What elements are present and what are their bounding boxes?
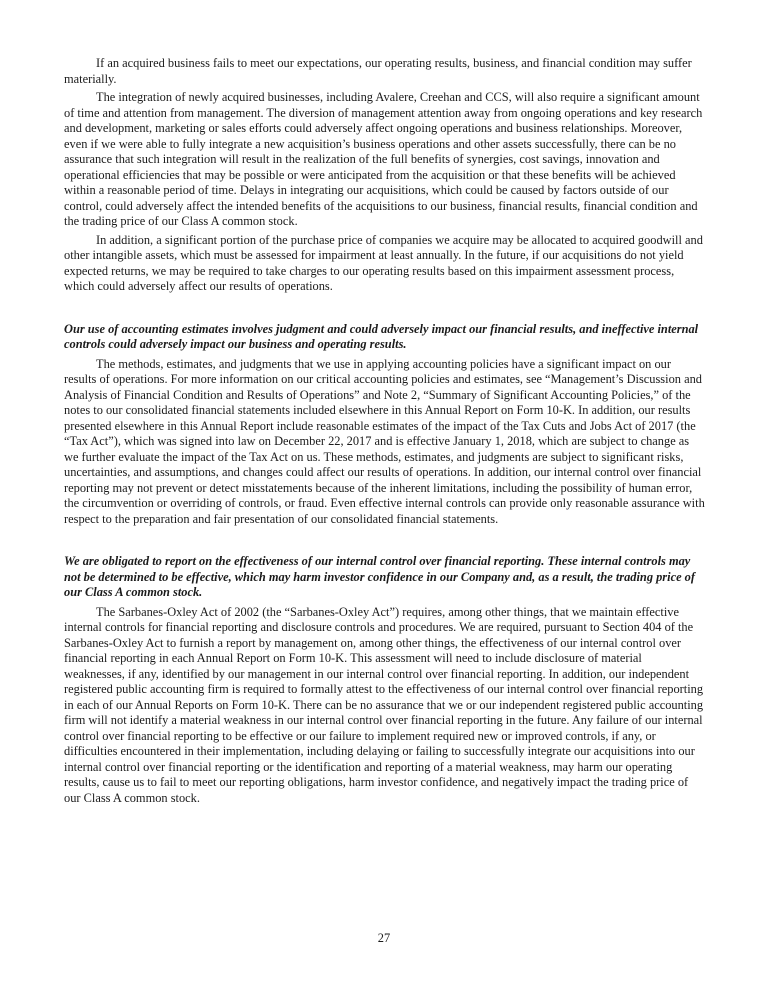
paragraph-methods-estimates-judgments: The methods, estimates, and judgments that we use in applying accounting policies have a significant impact on our results of operations. For more information on our critical accounting policies and estimates, see “Management’s Discussion and Analysis of Financial Condition and Results of Operations” and Note 2, “Summary of Significant Accounting Policies,” of the notes to our consolidated financial statements included elsewhere in this Annual Report on Form 10-K. In addition, our results presented elsewhere in this Annual Report include reasonable estimates of the impact of the Tax Cuts and Jobs Act of 2017 (the “Tax Act”), which was signed into law on December 22, 2017 and is effective January 1, 2018, which are subject to change as we further evaluate the impact of the Tax Act on us. These methods, estimates, and judgments are subject to significant risks, uncertainties, and assumptions, and changes could affect our results of operations. In addition, our internal control over financial reporting may not prevent or detect misstatements because of the inherent limitations, including the possibility of human error, the circumvention or overriding of controls, or fraud. Even effective internal controls can provide only reasonable assurance with respect to the preparation and fair presentation of our consolidated financial statements. xyxy=(64,356,705,526)
page-number: 27 xyxy=(377,931,391,945)
risk-heading-internal-control-reporting: We are obligated to report on the effectiveness of our internal control over financial reporting. These internal controls may not be determined to be effective, which may harm investor confidence in our Company and, as a result, the trading price of our Class A common stock. xyxy=(64,554,695,599)
paragraph-goodwill-impairment: In addition, a significant portion of the purchase price of companies we acquire may be allocated to acquired goodwill and other intangible assets, which must be assessed for impairment at least annually. In the future, if our acquisitions do not yield expected returns, we may be required to take charges to our operating results based on this impairment assessment process, which could adversely affect our results of operations. xyxy=(64,232,703,293)
paragraph-integration-of-acquisitions: The integration of newly acquired businesses, including Avalere, Creehan and CCS, will also require a significant amount of time and attention from management. The diversion of management attention away from ongoing operations and key research and development, marketing or sales efforts could adversely affect ongoing operations and business relationships. Moreover, even if we were able to fully integrate a new acquisition’s business operations and other assets successfully, there can be no assurance that such integration will result in the realization of the full benefits of synergies, cost savings, innovation and operational efficiencies that may be possible or were anticipated from the acquisition or that these benefits will be achieved within a reasonable period of time. Delays in integrating our acquisitions, which could be caused by factors outside of our control, could adversely affect the intended benefits of the acquisitions to our business, financial results, financial condition and the trading price of our Class A common stock. xyxy=(64,90,703,228)
paragraph-sarbanes-oxley: The Sarbanes-Oxley Act of 2002 (the “Sarbanes-Oxley Act”) requires, among other things, that we maintain effective internal controls for financial reporting and disclosure controls and procedures. We are required, pursuant to Section 404 of the Sarbanes-Oxley Act to furnish a report by management on, among other things, the effectiveness of our internal control over financial reporting in each Annual Report on Form 10-K. This assessment will need to include disclosure of material weaknesses, if any, identified by our management in our internal control over financial reporting. In addition, our independent registered public accounting firm is required to formally attest to the effectiveness of our internal control over financial reporting in each of our Annual Reports on Form 10-K. There can be no assurance that we or our independent registered public accounting firm will not identify a material weakness in our internal control over financial reporting in the future. Any failure of our internal control over financial reporting to be effective or our failure to implement required new or improved controls, if any, or difficulties encountered in their implementation, including delaying or failing to successfully integrate our acquisitions into our internal control over financial reporting or the identification and reporting of a material weakness, may harm our operating results, cause us to fail to meet our reporting obligations, harm investor confidence, and negatively impact the trading price of our Class A common stock. xyxy=(64,604,704,805)
risk-heading-accounting-estimates: Our use of accounting estimates involves judgment and could adversely impact our financial results, and ineffective internal controls could adversely impact our business and operating results. xyxy=(64,321,699,351)
page-content xyxy=(64,56,705,809)
paragraph-acquired-business-expectations: If an acquired business fails to meet our expectations, our operating results, business, and financial condition may suffer materially. xyxy=(64,56,692,86)
